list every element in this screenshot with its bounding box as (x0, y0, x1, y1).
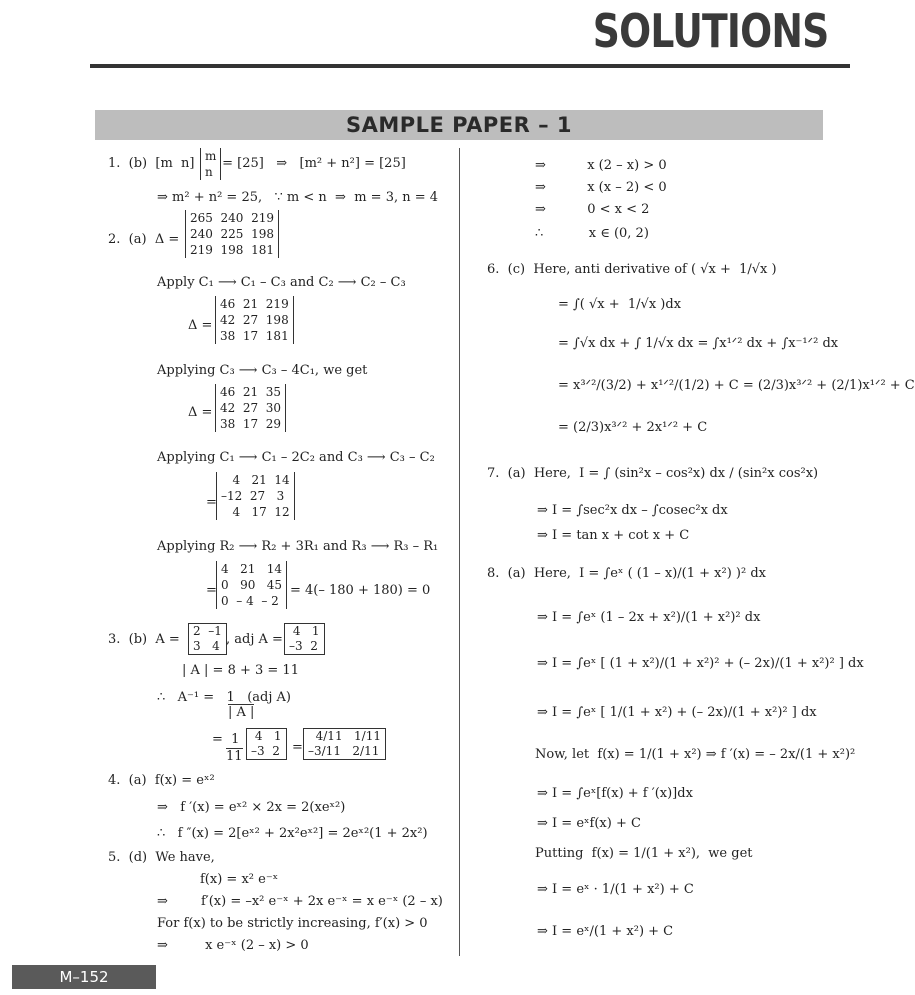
q1-line1: 1. (b) [m n] (108, 156, 195, 171)
q3-matrix-adj: 4 1 –3 2 (284, 623, 325, 655)
q5-line3: ⇒ f′(x) = –x² e⁻ˣ + 2x e⁻ˣ = x e⁻ˣ (2 – x) (157, 894, 443, 909)
q5-cont-line1: ⇒ x (2 – x) > 0 (535, 158, 667, 173)
q8-line9: ⇒ I = eˣ · 1/(1 + x²) + C (537, 882, 694, 897)
q4-line2: ⇒ f ′(x) = eˣ² × 2x = 2(xeˣ²) (157, 800, 346, 815)
q7-line1: 7. (a) Here, I = ∫ (sin²x – cos²x) dx / (sin²x cos²x) (487, 466, 819, 481)
page-number: M–152 (12, 965, 156, 989)
q2-determinant3: 46 21 35 42 27 30 38 17 29 (215, 384, 286, 432)
q3-matrix-adj2: 4 1 –3 2 (246, 728, 287, 760)
q8-line10: ⇒ I = eˣ/(1 + x²) + C (537, 924, 674, 939)
q2-delta-label3: Δ = (188, 405, 213, 420)
q8-line3: ⇒ I = ∫eˣ [ (1 + x²)/(1 + x²)² + (– 2x)/(1 + x²)² ] dx (537, 656, 864, 671)
q2-label: 2. (a) Δ = (108, 232, 180, 247)
q5-cont-line2: ⇒ x (x – 2) < 0 (535, 180, 667, 195)
q7-line2: ⇒ I = ∫sec²x dx – ∫cosec²x dx (537, 503, 728, 518)
q1-line1-rest: = [25] ⇒ [m² + n²] = [25] (218, 156, 406, 171)
q6-line1: 6. (c) Here, anti derivative of ( √x + 1/√x ) (487, 262, 777, 277)
header-rule (90, 64, 850, 68)
q3-inverse-den: | A | (228, 705, 255, 720)
q6-line5: = (2/3)x³ᐟ² + 2x¹ᐟ² + C (558, 420, 708, 435)
q8-line4: ⇒ I = ∫eˣ [ 1/(1 + x²) + (– 2x)/(1 + x²)² ] dx (537, 705, 817, 720)
q8-line8: Putting f(x) = 1/(1 + x²), we get (535, 846, 753, 861)
q3-inverse: ∴ A⁻¹ = 1 (adj A) (157, 690, 291, 705)
q2-step1: Apply C₁ ⟶ C₁ – C₃ and C₂ ⟶ C₂ – C₃ (157, 275, 406, 290)
q3-matrix-a: 2 –1 3 4 (188, 623, 227, 655)
q3-eq: = (292, 740, 303, 755)
q2-eq5: = (206, 583, 217, 598)
q2-step4: Applying R₂ ⟶ R₂ + 3R₁ and R₃ ⟶ R₃ – R₁ (157, 539, 439, 554)
column-divider (459, 148, 460, 956)
q1-line2: ⇒ m² + n² = 25, ∵ m < n ⇒ m = 3, n = 4 (157, 190, 439, 205)
q8-line1: 8. (a) Here, I = ∫eˣ ( (1 – x)/(1 + x²) )² dx (487, 566, 766, 581)
q3-label: 3. (b) A = (108, 632, 180, 647)
q2-delta-label2: Δ = (188, 318, 213, 333)
q6-line4: = x³ᐟ²/(3/2) + x¹ᐟ²/(1/2) + C = (2/3)x³ᐟ² + (2/1)x¹ᐟ² + C (558, 378, 915, 393)
q6-line2: = ∫( √x + 1/√x )dx (558, 297, 682, 312)
q5-line5: ⇒ x e⁻ˣ (2 – x) > 0 (157, 938, 309, 953)
q5-cont-line3: ⇒ 0 < x < 2 (535, 202, 650, 217)
q3-adj-label: , adj A = (226, 632, 283, 647)
q2-determinant4: 4 21 14 –12 27 3 4 17 12 (216, 472, 295, 520)
q8-line5: Now, let f(x) = 1/(1 + x²) ⇒ f ′(x) = – 2x/(1 + x²)² (535, 747, 856, 762)
q8-line6: ⇒ I = ∫eˣ[f(x) + f ′(x)]dx (537, 786, 693, 801)
q8-line2: ⇒ I = ∫eˣ (1 – 2x + x²)/(1 + x²)² dx (537, 610, 761, 625)
q2-determinant2: 46 21 219 42 27 198 38 17 181 (215, 296, 294, 344)
q4-line1: 4. (a) f(x) = eˣ² (108, 773, 215, 788)
q2-step3: Applying C₁ ⟶ C₁ – 2C₂ and C₃ ⟶ C₃ – C₂ (157, 450, 435, 465)
q4-line3: ∴ f ″(x) = 2[eˣ² + 2x²eˣ²] = 2eˣ²(1 + 2x²) (157, 826, 428, 841)
q5-line2: f(x) = x² e⁻ˣ (200, 872, 279, 887)
page-header-title: SOLUTIONS (592, 4, 828, 58)
q2-step2: Applying C₃ ⟶ C₃ – 4C₁, we get (157, 363, 368, 378)
q5-cont-line4: ∴ x ∈ (0, 2) (535, 226, 649, 241)
q5-line1: 5. (d) We have, (108, 850, 215, 865)
q3-matrix-inverse: 4/11 1/11 –3/11 2/11 (303, 728, 386, 760)
q2-eq4: = (206, 495, 217, 510)
q8-line7: ⇒ I = eˣf(x) + C (537, 816, 641, 831)
q3-frac-den: 11 (226, 749, 243, 764)
section-banner: SAMPLE PAPER – 1 (95, 110, 823, 140)
q2-result: = 4(– 180 + 180) = 0 (290, 583, 431, 598)
q3-frac-num: = 1 (212, 732, 240, 747)
q3-det: | A | = 8 + 3 = 11 (182, 663, 299, 678)
q1-matrix: m n (200, 148, 221, 180)
q2-determinant5: 4 21 14 0 90 45 0 – 4 – 2 (216, 561, 287, 609)
q7-line3: ⇒ I = tan x + cot x + C (537, 528, 690, 543)
q5-line4: For f(x) to be strictly increasing, f′(x) > 0 (157, 916, 428, 931)
q2-determinant: 265 240 219 240 225 198 219 198 181 (185, 210, 279, 258)
q6-line3: = ∫√x dx + ∫ 1/√x dx = ∫x¹ᐟ² dx + ∫x⁻¹ᐟ² dx (558, 336, 839, 351)
